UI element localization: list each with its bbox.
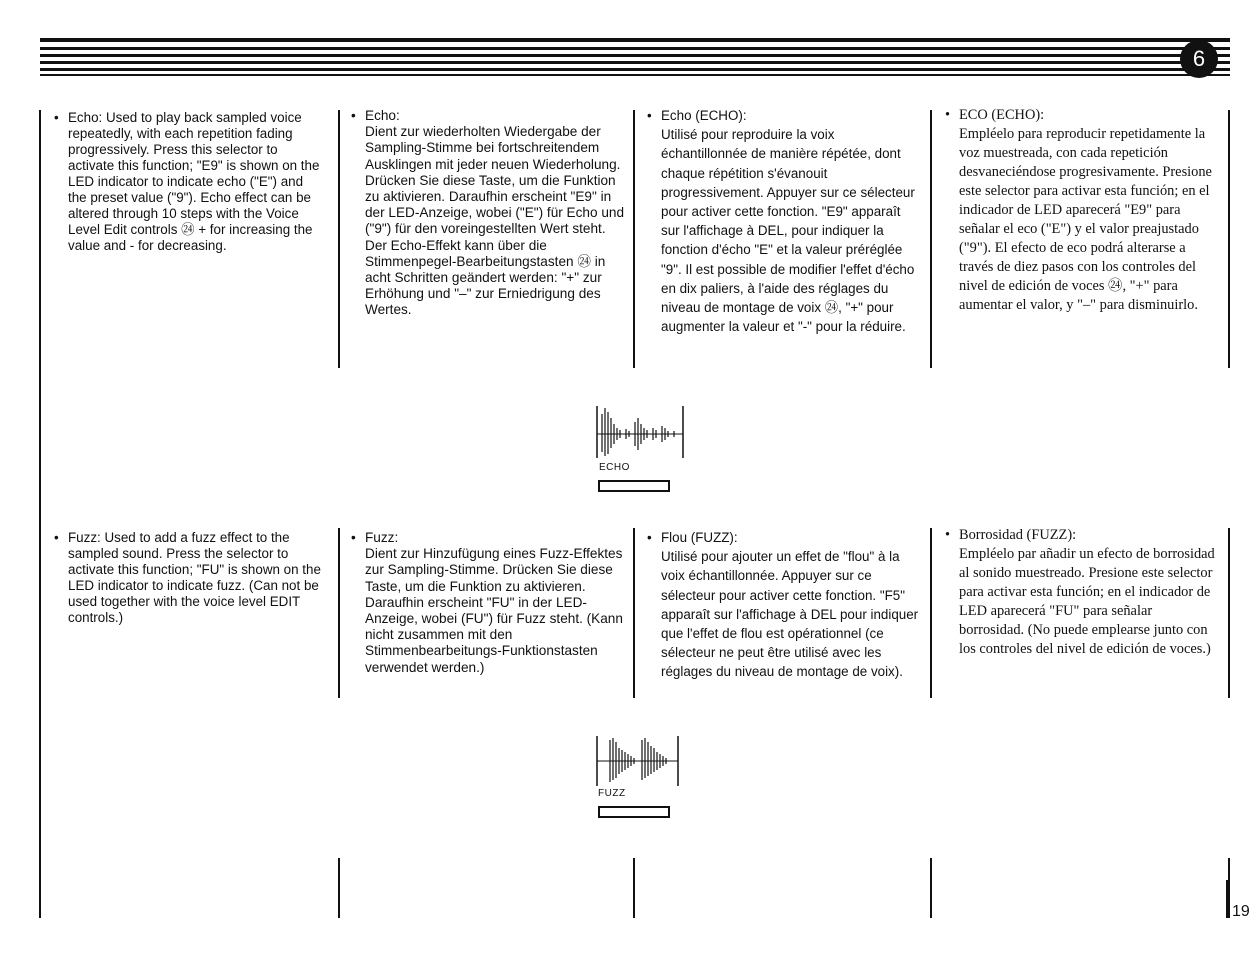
- column-divider: [633, 858, 635, 918]
- bullet: •: [351, 530, 356, 545]
- echo-waveform-icon: [596, 404, 686, 460]
- fuzz-french: [647, 528, 919, 682]
- echo-spanish: [945, 106, 1215, 315]
- fuzz-german: [351, 530, 627, 676]
- fuzz-english-text: Fuzz: Used to add a fuzz effect to the sampled sound. Press the selector to activate this function; "FU" is shown on the LED indicator to indicate fuzz. (Can not be used together with the voice level EDIT controls.): [68, 530, 321, 625]
- bullet: •: [351, 108, 356, 123]
- echo-german-title: Echo:: [365, 108, 400, 123]
- page-number: 19: [1232, 903, 1250, 920]
- column-divider: [1228, 110, 1230, 368]
- fuzz-french-title: Flou (FUZZ):: [661, 530, 738, 545]
- echo-english: [54, 110, 324, 254]
- bullet: •: [945, 527, 951, 543]
- bullet: •: [54, 110, 59, 125]
- column-divider: [633, 528, 635, 698]
- echo-french-text: Utilisé pour reproduire la voix échantillonnée de manière répétée, dont chaque répétition s'évanouit progressivement. Appuyer sur ce sélecteur pour activer cette fonction. "E9" apparaît sur l'affichage à DEL, pour indiquer la fonction d'écho "E" et la valeur préréglée "9". Il est possible de modifier l'effet d'écho en dix paliers, à l'aide des réglages du niveau de montage de voix ㉔, "+" pour augmenter la valeur et "-" pour la réduire.: [661, 127, 915, 335]
- fuzz-led-box: [598, 806, 670, 818]
- echo-german: [351, 108, 627, 319]
- echo-german-text-2: Der Echo-Effekt kann über die Stimmenpegel-Bearbeitungstasten ㉔ in acht Schritten geändert werden: "+" zur Erhöhung und "–" zur Erniedrigung des Wertes.: [365, 237, 606, 318]
- column-divider: [633, 110, 635, 368]
- fuzz-waveform-icon: [596, 734, 686, 788]
- column-divider: [338, 110, 340, 368]
- column-divider: [338, 858, 340, 918]
- echo-waveform-figure: [596, 404, 686, 496]
- echo-french: [647, 106, 919, 336]
- echo-german-text: Dient zur wiederholten Wiedergabe der Sampling-Stimme bei fortschreitendem Ausklingen mit jeder neuen Wiederholung. Drücken Sie diese Taste, um die Funktion zu aktivieren. Daraufhin erscheint "E9" in der LED-Anzeige, wobei ("E") für Echo und ("9") für den voreingestellten Wert steht.: [365, 124, 624, 237]
- fuzz-german-text: Dient zur Hinzufügung eines Fuzz-Effektes zur Sampling-Stimme. Drücken Sie diese Taste, um die Funktion zu aktivieren. Daraufhin erscheint "FU" in der LED-Anzeige, wobei (FU") für Fuzz steht. (Kann nicht zusammen mit den Stimmenbearbeitungs-Funktionstasten verwendet werden.): [365, 546, 623, 675]
- fuzz-spanish-text: Empléelo par añadir un efecto de borrosidad al sonido muestreado. Presione este selector para activar esta función; en el indicador de LED aparecerá "FU" para señalar borrosidad. (No puede emplearse junto con los controles del nivel de edición de voces.): [959, 546, 1215, 657]
- bullet: •: [647, 108, 652, 123]
- fuzz-spanish-title: Borrosidad (FUZZ):: [959, 527, 1077, 543]
- echo-figure-label: ECHO: [599, 462, 630, 473]
- column-divider: [338, 528, 340, 698]
- fuzz-german-title: Fuzz:: [365, 530, 399, 545]
- page-badge: 6: [1180, 40, 1218, 78]
- column-divider: [930, 528, 932, 698]
- bullet: •: [647, 530, 652, 545]
- echo-led-box: [598, 480, 670, 492]
- column-divider: [39, 110, 41, 918]
- column-divider: [1228, 528, 1230, 698]
- fuzz-figure-label: FUZZ: [598, 788, 626, 799]
- page-edge-line: [1226, 880, 1228, 918]
- fuzz-waveform-figure: [596, 734, 686, 826]
- bullet: •: [54, 530, 59, 545]
- bullet: •: [945, 107, 951, 123]
- fuzz-spanish: [945, 526, 1215, 659]
- fuzz-french-text: Utilisé pour ajouter un effet de "flou" à la voix échantillonnée. Appuyer sur ce sélecteur pour activer cette fonction. "F5" apparaît sur l'affichage à DEL pour indiquer que l'effet de flou est opérationnel (ce sélecteur ne peut être utilisé avec les réglages du niveau de montage de voix).: [661, 549, 919, 680]
- column-divider: [1228, 858, 1230, 918]
- column-divider: [930, 858, 932, 918]
- echo-spanish-title: ECO (ECHO):: [959, 107, 1045, 123]
- echo-french-title: Echo (ECHO):: [661, 108, 747, 123]
- column-divider: [930, 110, 932, 368]
- echo-spanish-text: Empléelo para reproducir repetidamente la voz muestreada, con cada repetición desvaneciéndose progresivamente. Presione este selector para activar esta función; en el indicador de LED aparecerá "E9" para señalar el eco ("E") y el valor preajustado ("9"). El efecto de eco podrá alterarse a través de diez pasos con los controles del nivel de edición de voces ㉔, "+" para aumentar el valor, y "–" para disminuirlo.: [959, 126, 1212, 313]
- fuzz-english: [54, 530, 324, 626]
- echo-english-text: Echo: Used to play back sampled voice repeatedly, with each repetition fading progressively. Press this selector to activate this function; "E9" is shown on the LED indicator to indicate echo ("E") and the preset value ("9"). Echo effect can be altered through 10 steps with the Voice Level Edit controls ㉔ + for increasing the value and - for decreasing.: [68, 110, 320, 253]
